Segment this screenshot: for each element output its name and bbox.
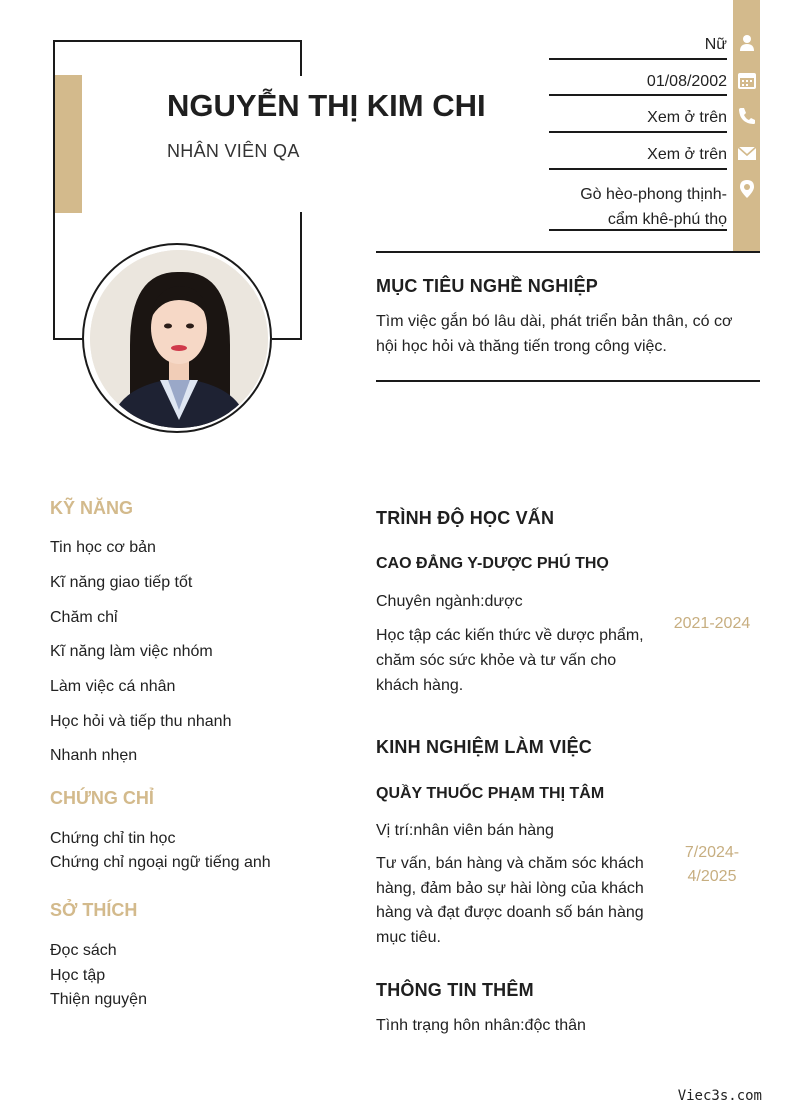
marital-status: Tình trạng hôn nhân:độc thân — [376, 1017, 586, 1034]
contact-dob: 01/08/2002 — [646, 73, 727, 90]
header-frame-right-bottom — [300, 212, 302, 340]
skill-item: Làm việc cá nhân — [50, 678, 176, 695]
header-accent-block — [55, 75, 82, 213]
experience-desc-line: mục tiêu. — [376, 928, 441, 946]
phone-icon — [737, 106, 757, 126]
avatar — [90, 250, 268, 428]
hobby-item: Thiện nguyện — [50, 991, 147, 1008]
header-frame-right-top — [300, 40, 302, 76]
skills-title: KỸ NĂNG — [50, 498, 134, 518]
calendar-icon — [737, 70, 757, 90]
education-desc-line: khách hàng. — [376, 677, 464, 694]
section-divider — [376, 251, 760, 253]
hobbies-title: SỞ THÍCH — [50, 900, 138, 920]
contact-gender: Nữ — [704, 36, 727, 53]
education-desc-line: chăm sóc sức khỏe và tư vấn cho — [376, 652, 617, 669]
experience-description — [376, 852, 644, 950]
certificates-list — [50, 827, 271, 875]
experience-position: Vị trí:nhân viên bán hàng — [376, 822, 554, 839]
certificate-item: Chứng chỉ tin học — [50, 830, 176, 847]
experience-desc-line: hàng và đạt được doanh số bán hàng — [376, 904, 644, 921]
skill-item: Kĩ năng làm việc nhóm — [50, 643, 213, 660]
candidate-name: NGUYỄN THỊ KIM CHI — [167, 88, 490, 124]
contact-divider — [549, 229, 727, 231]
address-line-1: Gò hèo-phong thịnh- — [580, 186, 727, 203]
contact-address — [549, 182, 727, 232]
skill-item: Tin học cơ bản — [50, 539, 156, 556]
contact-divider — [549, 94, 727, 96]
education-school: CAO ĐẲNG Y-DƯỢC PHÚ THỌ — [376, 555, 609, 572]
footer-brand: Viec3s.com — [677, 1088, 762, 1104]
experience-period-start: 7/2024- — [684, 844, 740, 861]
objective-line-2: hội học hỏi và thăng tiến trong công việc. — [376, 338, 667, 355]
location-icon — [737, 179, 757, 199]
hobbies-list — [50, 939, 147, 1013]
experience-title: KINH NGHIỆM LÀM VIỆC — [376, 737, 593, 757]
header-frame-bottom-right — [272, 338, 302, 340]
job-title: NHÂN VIÊN QA — [167, 141, 300, 161]
experience-period-end: 4/2025 — [687, 868, 737, 885]
objective-line-1: Tìm việc gắn bó lâu dài, phát triển bản thân, có cơ — [376, 313, 733, 330]
contact-phone: Xem ở trên — [647, 109, 727, 126]
education-title: TRÌNH ĐỘ HỌC VẤN — [376, 508, 555, 528]
contact-email: Xem ở trên — [647, 146, 727, 163]
education-description — [376, 623, 644, 698]
contact-divider — [549, 168, 727, 170]
additional-title: THÔNG TIN THÊM — [376, 980, 534, 1000]
skill-item: Học hỏi và tiếp thu nhanh — [50, 713, 232, 730]
header-frame-top — [53, 40, 302, 42]
objective-title: MỤC TIÊU NGHỀ NGHIỆP — [376, 276, 599, 296]
education-desc-line: Học tập các kiến thức về dược phẩm, — [376, 627, 644, 644]
experience-company: QUẦY THUỐC PHẠM THỊ TÂM — [376, 785, 605, 802]
experience-desc-line: Tư vấn, bán hàng và chăm sóc khách — [376, 855, 644, 872]
header-frame-bottom-left — [53, 338, 83, 340]
section-divider — [376, 380, 760, 382]
contact-divider — [549, 131, 727, 133]
hobby-item: Đọc sách — [50, 942, 117, 959]
mail-icon — [737, 143, 757, 163]
education-major: Chuyên ngành:dược — [376, 593, 523, 610]
address-line-2: cẩm khê-phú thọ — [607, 211, 727, 228]
certificate-item: Chứng chỉ ngoại ngữ tiếng anh — [50, 854, 271, 871]
skill-item: Kĩ năng giao tiếp tốt — [50, 574, 193, 591]
education-period: 2021-2024 — [673, 615, 751, 632]
contact-divider — [549, 58, 727, 60]
portrait-image — [90, 250, 268, 428]
skill-item: Nhanh nhẹn — [50, 747, 138, 764]
objective-text — [376, 309, 732, 359]
skill-item: Chăm chỉ — [50, 609, 118, 626]
experience-desc-line: hàng, đảm bảo sự hài lòng của khách — [376, 879, 644, 897]
person-icon — [737, 33, 757, 53]
certificates-title: CHỨNG CHỈ — [50, 788, 154, 808]
hobby-item: Học tập — [50, 966, 106, 984]
experience-period — [664, 841, 760, 889]
